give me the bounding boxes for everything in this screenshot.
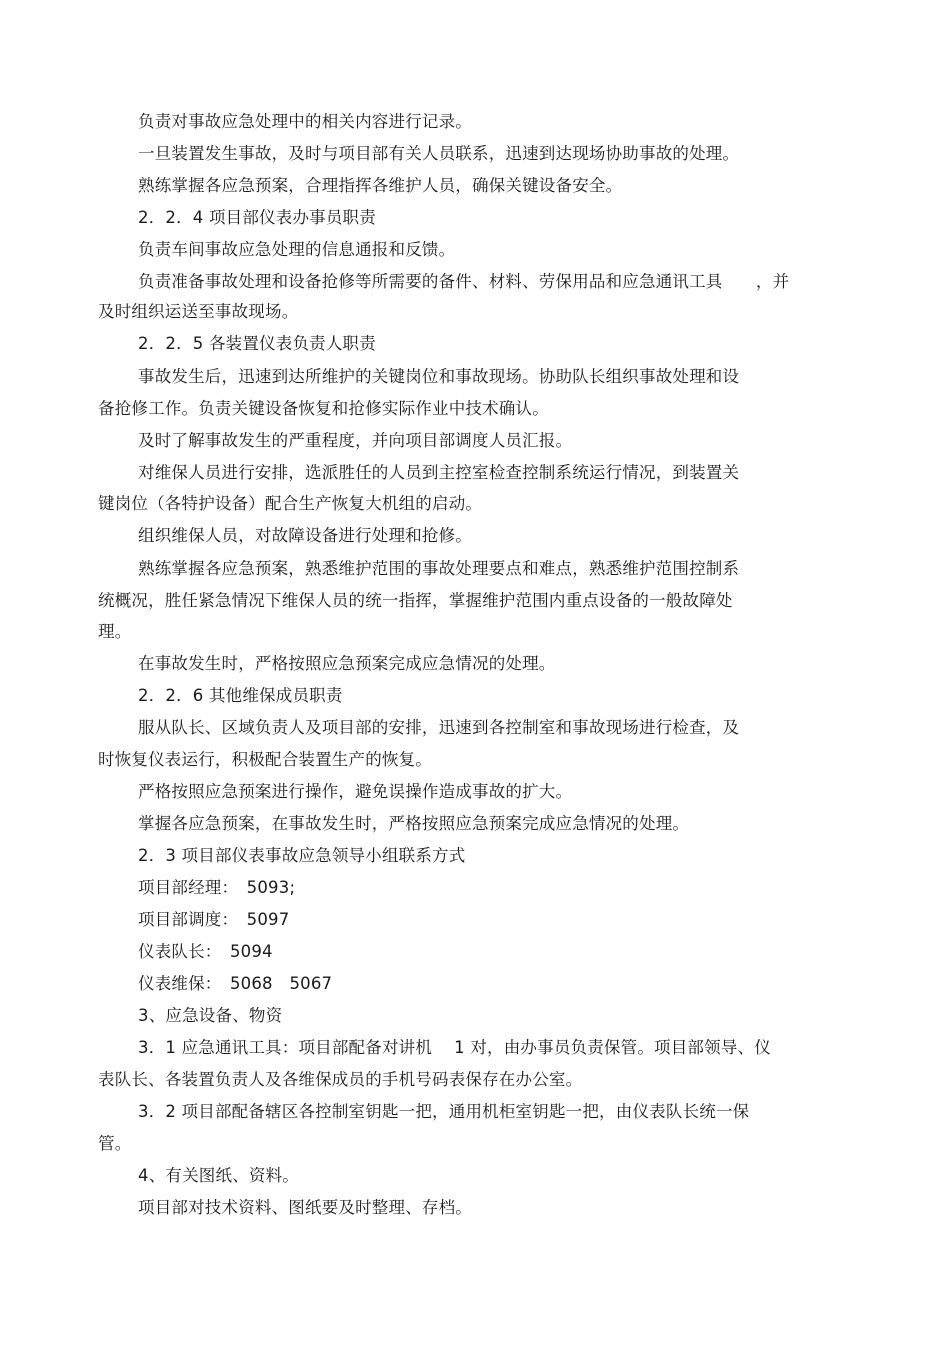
text-line: 统概况，胜任紧急情况下维保人员的统一指挥，掌握维护范围内重点设备的一般故障处: [98, 591, 733, 610]
text-line: 负责车间事故应急处理的信息通报和反馈。: [138, 240, 456, 259]
text-line: 事故发生后，迅速到达所维护的关键岗位和事故现场。协助队长组织事故处理和设: [138, 367, 740, 386]
text-line: 一旦装置发生事故，及时与项目部有关人员联系，迅速到达现场协助事故的处理。: [138, 144, 740, 163]
contact-line: 仪表队长： 5094: [138, 942, 273, 961]
text-line: 对维保人员进行安排，选派胜任的人员到主控室检查控制系统运行情况，到装置关: [138, 463, 740, 482]
text-line: 备抢修工作。负责关键设备恢复和抢修实际作业中技术确认。: [98, 399, 549, 418]
text-line: 理。: [98, 622, 132, 641]
text-line: 组织维保人员，对故障设备进行处理和抢修。: [138, 526, 472, 545]
contact-line: 仪表维保： 5068 5067: [138, 974, 333, 993]
text-line: 掌握各应急预案，在事故发生时，严格按照应急预案完成应急情况的处理。: [138, 814, 690, 833]
section-heading: 2．2．5 各装置仪表负责人职责: [138, 334, 376, 353]
text-line: 在事故发生时，严格按照应急预案完成应急情况的处理。: [138, 654, 556, 673]
section-heading: 2．2．4 项目部仪表办事员职责: [138, 208, 376, 227]
text-line: 时恢复仪表运行，积极配合装置生产的恢复。: [98, 750, 432, 769]
section-heading: 2．2．6 其他维保成员职责: [138, 686, 343, 705]
section-heading: 2．3 项目部仪表事故应急领导小组联系方式: [138, 846, 466, 865]
text-line: 熟练掌握各应急预案，合理指挥各维护人员，确保关键设备安全。: [138, 176, 623, 195]
text-line: 及时组织运送至事故现场。: [98, 302, 299, 321]
text-line: 表队长、各装置负责人及各维保成员的手机号码表保存在办公室。: [98, 1070, 583, 1089]
text-line: 键岗位（各特护设备）配合生产恢复大机组的启动。: [98, 494, 483, 513]
text-line: 及时了解事故发生的严重程度，并向项目部调度人员汇报。: [138, 431, 573, 450]
text-line: 服从队长、区域负责人及项目部的安排，迅速到各控制室和事故现场进行检查，及: [138, 718, 740, 737]
text-line: 项目部对技术资料、图纸要及时整理、存档。: [138, 1198, 472, 1217]
contact-line: 项目部调度： 5097: [138, 910, 290, 929]
text-line: 管。: [98, 1134, 132, 1153]
text-line: 负责准备事故处理和设备抢修等所需要的备件、材料、劳保用品和应急通讯工具 ，并: [138, 272, 790, 291]
contact-line: 项目部经理： 5093;: [138, 878, 296, 897]
section-heading: 4、有关图纸、资料。: [138, 1166, 299, 1185]
text-line: 负责对事故应急处理中的相关内容进行记录。: [138, 112, 472, 131]
text-line: 严格按照应急预案进行操作，避免误操作造成事故的扩大。: [138, 782, 573, 801]
text-line: 熟练掌握各应急预案，熟悉维护范围的事故处理要点和难点，熟悉维护范围控制系: [138, 559, 740, 578]
section-heading: 3、应急设备、物资: [138, 1006, 283, 1025]
text-line: 3．1 应急通讯工具：项目部配备对讲机 1 对，由办事员负责保管。项目部领导、仪: [138, 1038, 771, 1057]
text-line: 3．2 项目部配备辖区各控制室钥匙一把，通用机柜室钥匙一把，由仪表队长统一保: [138, 1102, 750, 1121]
